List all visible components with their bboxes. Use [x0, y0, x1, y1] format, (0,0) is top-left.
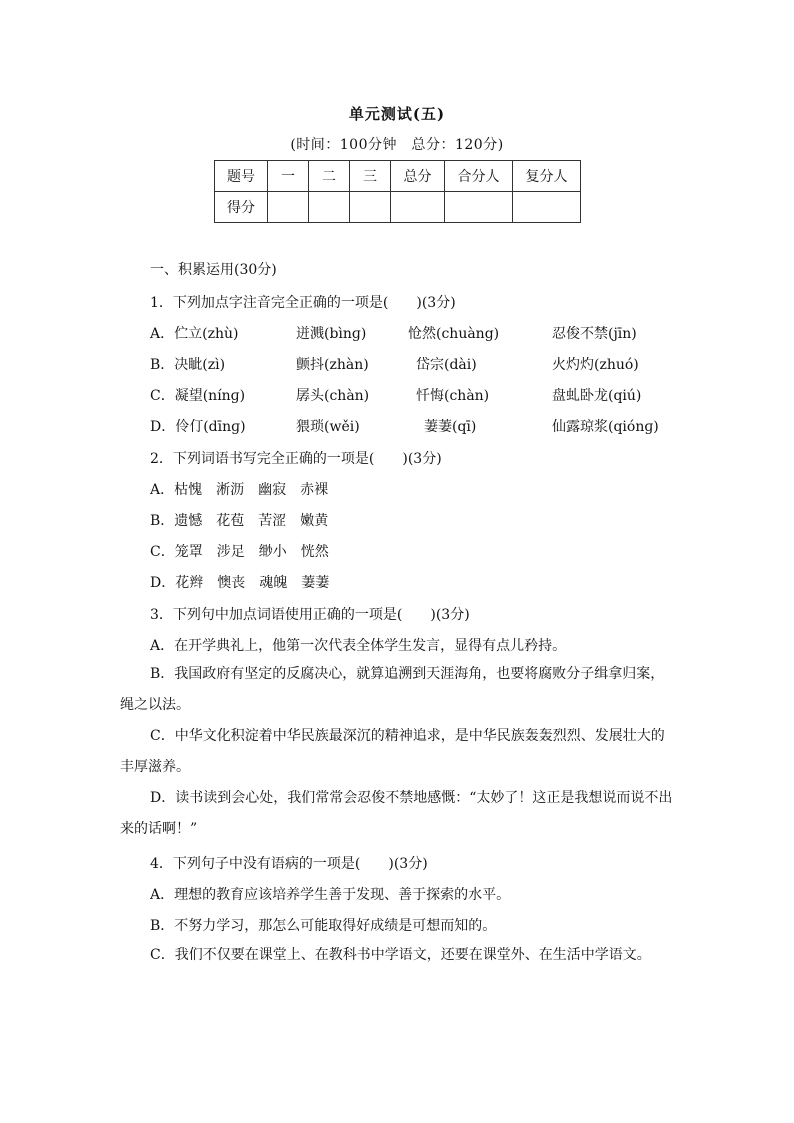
- q1-option-c-item: 孱头(chàn): [296, 388, 370, 404]
- score-cell: 合分人: [445, 161, 513, 192]
- score-input-cell[interactable]: [513, 192, 581, 223]
- q1-option-a-item: 怆然(chuàng): [408, 326, 500, 342]
- q1-option-c-item: 忏悔(chàn): [416, 388, 490, 404]
- score-cell: 三: [350, 161, 391, 192]
- section-heading: 一、积累运用(30分): [150, 262, 277, 278]
- q2-option-b: B．遗憾 花苞 苦涩 嫩黄: [150, 513, 329, 529]
- score-cell: 得分: [215, 192, 268, 223]
- question-1-stem: 1．下列加点字注音完全正确的一项是( )(3分): [150, 295, 456, 311]
- score-table-score-row: [215, 192, 581, 223]
- q3-option-a: A．在开学典礼上，他第一次代表全体学生发言，显得有点儿矜持。: [150, 638, 567, 654]
- score-cell: 题号: [215, 161, 268, 192]
- score-cell: 总分: [391, 161, 445, 192]
- q1-option-d-item: 猥琐(wěi): [296, 419, 360, 435]
- score-input-cell[interactable]: [350, 192, 391, 223]
- q3-option-b: B．我国政府有坚定的反腐决心，就算追溯到天涯海角，也要将腐败分子缉拿归案，绳之以法。: [120, 666, 665, 713]
- q4-option-b: B．不努力学习，那怎么可能取得好成绩是可想而知的。: [150, 918, 497, 934]
- question-3-stem: 3．下列句中加点词语使用正确的一项是( )(3分): [150, 607, 470, 623]
- q1-option-a-item: 迸溅(bìnɡ): [296, 326, 367, 342]
- q1-option-d-item: 萋萋(qī): [424, 419, 477, 435]
- score-input-cell[interactable]: [268, 192, 309, 223]
- q1-option-b-item: 岱宗(dài): [416, 357, 477, 373]
- q1-option-c-item: 盘虬卧龙(qiú): [552, 388, 642, 404]
- q2-option-d: D．花辫 懊丧 魂魄 萋萋: [150, 575, 330, 591]
- q2-option-c: C．笼罩 涉足 缈小 恍然: [150, 544, 329, 560]
- score-cell: 复分人: [513, 161, 581, 192]
- q3-option-c: C．中华文化积淀着中华民族最深沉的精神追求，是中华民族轰轰烈烈、发展壮大的丰厚滋养。: [120, 728, 665, 775]
- score-table: [214, 160, 581, 223]
- q4-option-c: C．我们不仅要在课堂上、在教科书中学语文，还要在课堂外、在生活中学语文。: [150, 947, 651, 963]
- q3-option-d: D．读书读到会心处，我们常常会忍俊不禁地感慨：“太妙了！这正是我想说而说不出来的话啊！”: [120, 790, 673, 837]
- page-title: 单元测试(五): [348, 105, 446, 123]
- q2-option-a: A．枯愧 淅沥 幽寂 赤裸: [150, 482, 329, 498]
- question-2-stem: 2．下列词语书写完全正确的一项是( )(3分): [150, 451, 442, 467]
- q1-option-a-item: A．伫立(zhù): [150, 326, 239, 342]
- q1-option-b-item: B．决眦(zì): [150, 357, 226, 373]
- q1-option-d-item: D．伶仃(dīnɡ): [150, 419, 246, 435]
- score-cell: 一: [268, 161, 309, 192]
- score-input-cell[interactable]: [445, 192, 513, 223]
- q1-option-b-item: 火灼灼(zhuó): [552, 357, 639, 373]
- q1-option-c-item: C．凝望(nínɡ): [150, 388, 246, 404]
- q1-option-a-item: 忍俊不禁(jīn): [552, 326, 637, 342]
- score-cell: 二: [309, 161, 350, 192]
- q1-option-b-item: 颤抖(zhàn): [296, 357, 369, 373]
- score-input-cell[interactable]: [309, 192, 350, 223]
- question-4-stem: 4．下列句子中没有语病的一项是( )(3分): [150, 856, 428, 872]
- q1-option-d-item: 仙露琼浆(qiónɡ): [552, 419, 659, 435]
- q4-option-a: A．理想的教育应该培养学生善于发现、善于探索的水平。: [150, 887, 511, 903]
- score-input-cell[interactable]: [391, 192, 445, 223]
- exam-info: (时间：100分钟 总分：120分): [290, 137, 504, 153]
- score-table-header-row: [215, 161, 581, 192]
